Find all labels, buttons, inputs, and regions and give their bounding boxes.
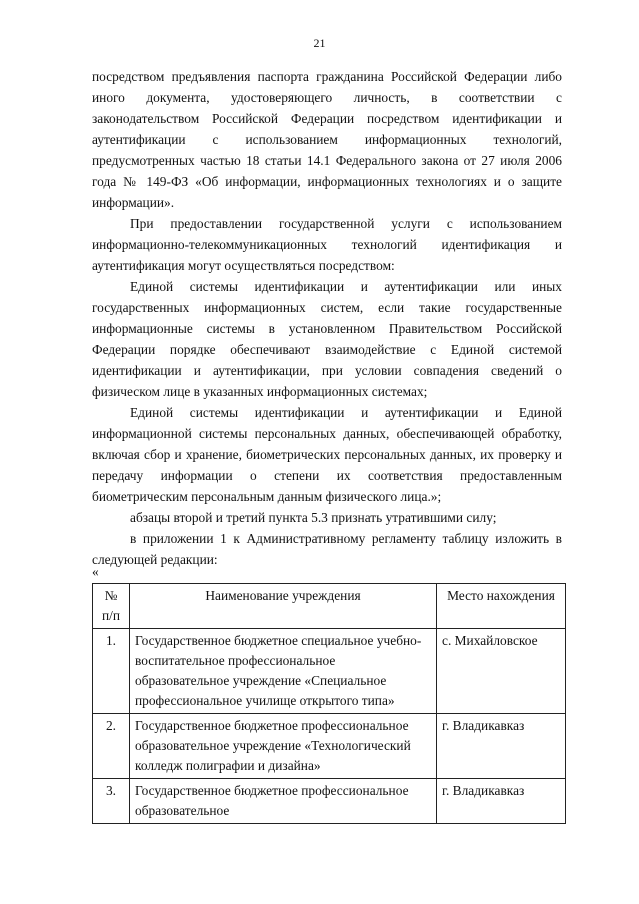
- header-location: Место нахождения: [437, 584, 566, 629]
- paragraph: Единой системы идентификации и аутентификации или иных государственных информационных систем, если такие государственные информационные системы в установленном Правительством Российской Федерации порядке обеспечивают взаимодействие с Единой системой идентификации и аутентификации, при условии совпадения сведений о физическом лице в указанных информационных системах;: [92, 279, 562, 399]
- paragraph: Единой системы идентификации и аутентификации и Единой информационной системы персональных данных, обеспечивающей обработку, включая сбор и хранение, биометрических персональных данных, их проверку и передачу информации о степени их соответствия предоставленным биометрическим персональным данным физического лица.»;: [92, 405, 562, 504]
- table-row: [93, 714, 566, 779]
- body-text: [92, 66, 562, 570]
- opening-quote-mark: «: [92, 564, 99, 579]
- paragraph: в приложении 1 к Административному регламенту таблицу изложить в следующей редакции:: [92, 531, 562, 567]
- institutions-table: [92, 583, 566, 824]
- header-number: № п/п: [93, 584, 130, 629]
- institution-location: с. Михайловское: [437, 629, 566, 714]
- row-number: 1.: [93, 629, 130, 714]
- institution-location: г. Владикавказ: [437, 779, 566, 824]
- row-number: 2.: [93, 714, 130, 779]
- header-institution-name: Наименование учреждения: [130, 584, 437, 629]
- page-number: 21: [313, 36, 326, 50]
- table-header-row: [93, 584, 566, 629]
- institution-location: г. Владикавказ: [437, 714, 566, 779]
- institution-name: Государственное бюджетное профессиональное образовательное: [130, 779, 437, 824]
- paragraph: абзацы второй и третий пункта 5.3 признать утратившими силу;: [130, 510, 497, 525]
- institution-name: Государственное бюджетное специальное учебно-воспитательное профессиональное образовательное учреждение «Специальное профессиональное училище открытого типа»: [130, 629, 437, 714]
- table-row: [93, 629, 566, 714]
- row-number: 3.: [93, 779, 130, 824]
- paragraph: посредством предъявления паспорта гражданина Российской Федерации либо иного документа, удостоверяющего личность, в соответствии с законодательством Российской Федерации посредством идентификации и аутентификации с использованием информационных технологий, предусмотренных частью 18 статьи 14.1 Федерального закона от 27 июля 2006 года № 149-ФЗ «Об информации, информационных технологиях и о защите информации».: [92, 69, 562, 210]
- institution-name: Государственное бюджетное профессиональное образовательное учреждение «Технологический колледж полиграфии и дизайна»: [130, 714, 437, 779]
- table-row: [93, 779, 566, 824]
- paragraph: При предоставлении государственной услуги с использованием информационно-телекоммуникационных технологий идентификация и аутентификация могут осуществляться посредством:: [92, 216, 562, 273]
